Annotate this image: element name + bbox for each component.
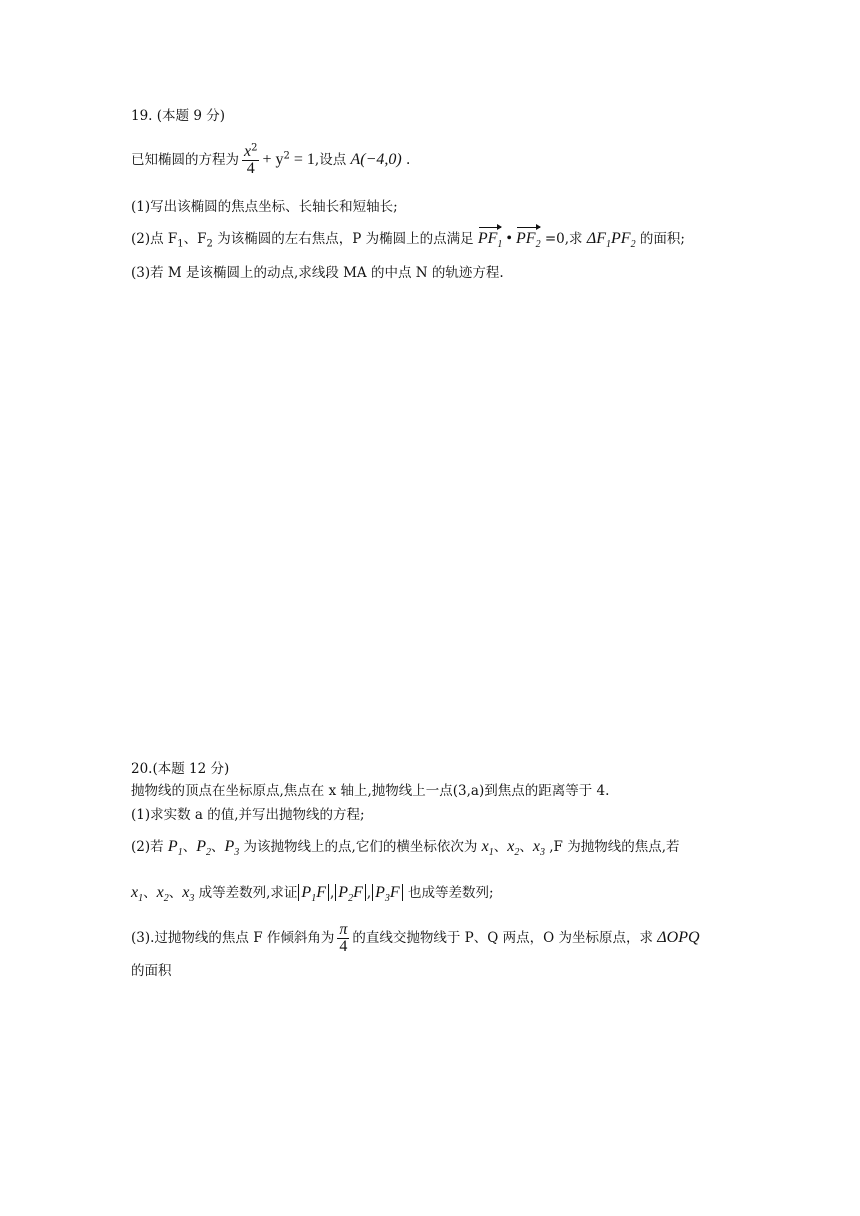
abs-p1f: $P_1F$ <box>298 884 329 901</box>
abs-p2f: $P_2F$ <box>335 884 366 901</box>
q20-part2-line2: $x_1$、$x_2$、$x_3$ 成等差数列,求证 $P_1F$ , $P_2F$ , $P_3F$ 也成等差数列; <box>131 884 494 905</box>
abs-p3f: $P_3F$ <box>372 884 403 901</box>
q20-part3-line1: (3).过抛物线的焦点 F 作倾斜角为 $\frac{\pi}{4}$ 的直线交抛物线于 P、Q 两点，O 为坐标原点，求 ΔOPQ <box>131 921 700 955</box>
triangle-f1pf2: $\Delta F_1PF_2$ <box>586 230 636 251</box>
q20-fraction: $\frac{\pi}{4}$ <box>339 921 348 955</box>
triangle-opq: ΔOPQ <box>657 929 700 946</box>
q20-header: 20.(本题 12 分) <box>131 761 230 777</box>
vector-pf1: $PF_1$ <box>477 230 503 251</box>
q20-part1: (1)求实数 a 的值,并写出抛物线的方程; <box>131 807 365 823</box>
q19-stem-prefix: 已知椭圆的方程为 <box>131 152 239 168</box>
q19-part2: (2)点 $F_1$、$F_2$ 为该椭圆的左右焦点，P 为椭圆上的点满足 $PF_1$ • $PF_2 =0$,求 $\Delta F_1PF_2$ 的面积; <box>131 230 685 251</box>
q20-stem: 抛物线的顶点在坐标原点,焦点在 x 轴上,抛物线上一点(3,a)到焦点的距离等于 4. <box>131 783 610 799</box>
q20-part3-line2: 的面积 <box>131 963 172 979</box>
q19-part1: (1)写出该椭圆的焦点坐标、长轴长和短轴长; <box>131 199 398 215</box>
q19-header: 19. (本题 9 分) <box>131 108 225 124</box>
q19-part3: (3)若 M 是该椭圆上的动点,求线段 MA 的中点 N 的轨迹方程. <box>131 265 504 281</box>
q20-part2-line1: (2)若 $P_1$、$P_2$、$P_3$ 为该抛物线上的点,它们的横坐标依次为 $x_1$、$x_2$、$x_3$ ,F 为抛物线的焦点,若 <box>131 838 680 859</box>
vector-pf2: $PF_2$ <box>516 230 541 251</box>
q19-fraction: $\frac{x^2}{4}$ <box>244 142 258 177</box>
point-a: A(−4,0) <box>350 151 402 168</box>
q19-stem: 已知椭圆的方程为 $\frac{x^2}{4}$ + $y^2 = 1$,设点 A(−4,0) . <box>131 142 411 177</box>
